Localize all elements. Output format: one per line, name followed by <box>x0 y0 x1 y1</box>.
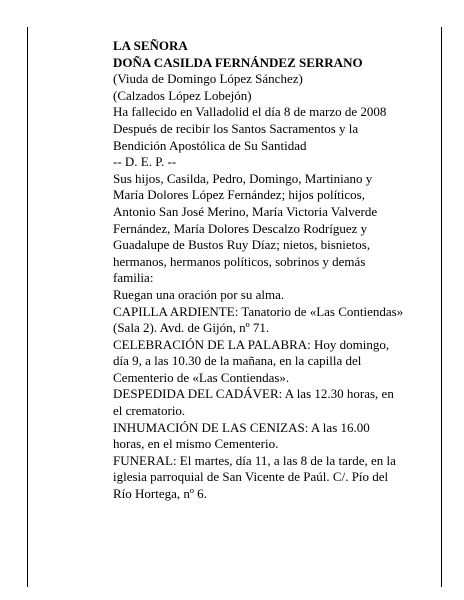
death-line-2: Después de recibir los Santos Sacramentos y la <box>113 120 359 136</box>
prayer-line: Ruegan una oración por su alma. <box>113 286 285 302</box>
dep-line: -- D. E. P. -- <box>113 154 177 170</box>
shop-line: (Calzados López Lobejón) <box>113 87 252 103</box>
inhumacion-line: horas, en el mismo Cementerio. <box>113 436 279 452</box>
inhumacion-line: INHUMACIÓN DE LAS CENIZAS: A las 16.00 <box>113 419 370 435</box>
celebracion-line: día 9, a las 10.30 de la mañana, en la capilla del <box>113 353 362 369</box>
family-line: Antonio San José Merino, María Victoria Valverde <box>113 203 378 219</box>
notice-title-line-1: LA SEÑORA <box>113 38 188 53</box>
family-line: Sus hijos, Casilda, Pedro, Domingo, Martiniano y <box>113 170 373 186</box>
despedida-line: DESPEDIDA DEL CADÁVER: A las 12.30 horas, en <box>113 386 394 402</box>
funeral-line: FUNERAL: El martes, día 11, a las 8 de la tarde, en la <box>113 452 396 468</box>
death-line-3: Bendición Apostólica de Su Santidad <box>113 137 307 153</box>
family-line: Guadalupe de Bustos Ruy Díaz; nietos, bisnietos, <box>113 237 371 253</box>
funeral-line: iglesia parroquial de San Vicente de Paúl. C/. Pío del <box>113 469 389 485</box>
notice-title-line-2: DOÑA CASILDA FERNÁNDEZ SERRANO <box>113 54 363 70</box>
capilla-line: CAPILLA ARDIENTE: Tanatorio de «Las Contiendas» <box>113 303 404 319</box>
celebracion-line: Cementerio de «Las Contiendas». <box>113 369 290 385</box>
widow-line: (Viuda de Domingo López Sánchez) <box>113 71 303 87</box>
family-line: María Dolores López Fernández; hijos políticos, <box>113 187 365 203</box>
celebracion-line: CELEBRACIÓN DE LA PALABRA: Hoy domingo, <box>113 336 390 352</box>
despedida-line: el crematorio. <box>113 403 186 419</box>
funeral-line: Río Hortega, nº 6. <box>113 486 207 502</box>
capilla-line: (Sala 2). Avd. de Gijón, nº 71. <box>113 320 270 336</box>
family-line: Fernández, María Dolores Descalzo Rodríguez y <box>113 220 368 236</box>
obituary-notice <box>113 38 433 503</box>
family-line: hermanos, hermanos políticos, sobrinos y demás <box>113 253 366 269</box>
family-line: familia: <box>113 270 154 286</box>
death-line-1: Ha fallecido en Valladolid el día 8 de marzo de 2008 <box>113 104 387 120</box>
